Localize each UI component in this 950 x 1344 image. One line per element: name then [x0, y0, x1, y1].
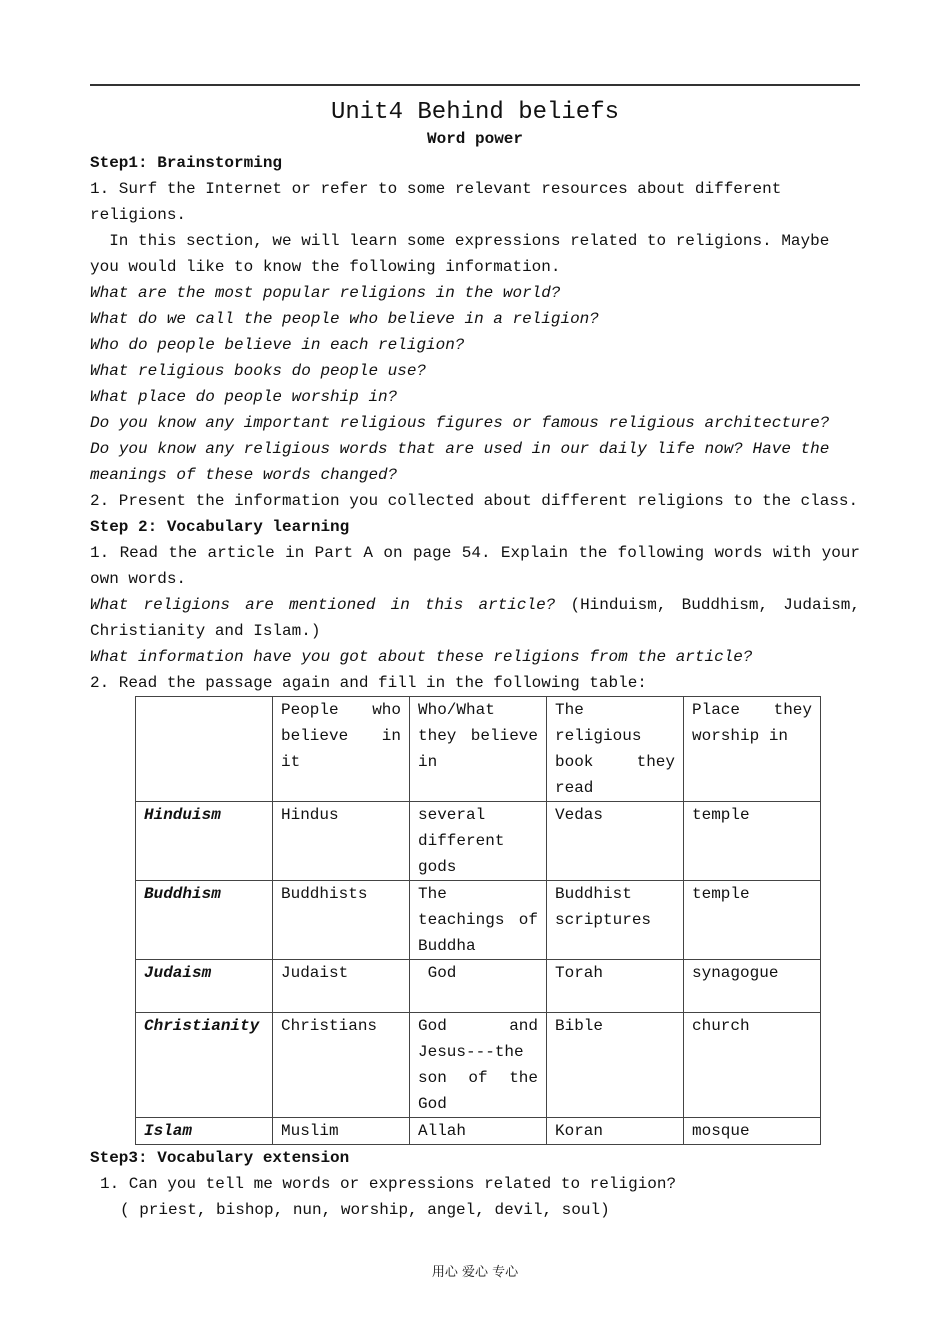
question: What place do people worship in?	[90, 388, 398, 406]
page-title: Unit4 Behind beliefs	[330, 99, 620, 126]
religion-cell: Judaism	[136, 960, 273, 1013]
table-cell: Bible	[547, 1013, 684, 1118]
question: What religious books do people use?	[90, 362, 427, 380]
step3-p1: 1. Can you tell me words or expressions related to religion?	[100, 1175, 677, 1193]
table-cell: Allah	[410, 1118, 547, 1145]
step2-q1: What religions are mentioned in this article?	[90, 596, 556, 614]
step2-q1-paragraph	[90, 592, 860, 644]
religion-table	[135, 696, 821, 1145]
table-cell: Torah	[547, 960, 684, 1013]
religion-cell: Hinduism	[136, 802, 273, 881]
table-cell: Christians	[273, 1013, 410, 1118]
table-cell: God and Jesus---the son of the God	[410, 1013, 547, 1118]
header-cell: Who/What they believe in	[410, 697, 547, 802]
step2-heading: Step 2: Vocabulary learning	[90, 518, 350, 536]
religion-cell: Christianity	[136, 1013, 273, 1118]
header-cell: Place they worship in	[684, 697, 821, 802]
religion-cell: Buddhism	[136, 881, 273, 960]
table-cell: mosque	[684, 1118, 821, 1145]
step2-a1: (Hinduism, Buddhism, Judaism, Christianity and Islam.)	[90, 596, 861, 640]
page-footer: 用心 爱心 专心	[431, 1265, 519, 1280]
table-cell: Koran	[547, 1118, 684, 1145]
table-cell: Judaist	[273, 960, 410, 1013]
table-cell: Buddhists	[273, 881, 410, 960]
table-cell: synagogue	[684, 960, 821, 1013]
table-cell: temple	[684, 881, 821, 960]
table-row	[136, 960, 821, 1013]
table-row	[136, 802, 821, 881]
header-cell	[136, 697, 273, 802]
table-cell: God	[410, 960, 547, 1013]
table-header-row	[136, 697, 821, 802]
question: What are the most popular religions in the world?	[90, 284, 561, 302]
table-cell: Hindus	[273, 802, 410, 881]
table-cell: The teachings of Buddha	[410, 881, 547, 960]
step2-p1: 1. Read the article in Part A on page 54. Explain the following words with your own words.	[90, 544, 860, 588]
table-cell: Buddhist scriptures	[547, 881, 684, 960]
step3-p2: ( priest, bishop, nun, worship, angel, devil, soul)	[120, 1201, 610, 1219]
question: Do you know any important religious figures or famous religious architecture?	[90, 414, 830, 432]
step1-heading: Step1: Brainstorming	[90, 154, 283, 172]
header-rule	[90, 84, 860, 86]
step1-p3: 2. Present the information you collected about different religions to the class.	[90, 492, 859, 510]
table-cell: Muslim	[273, 1118, 410, 1145]
step1-p1: 1. Surf the Internet or refer to some relevant resources about different religions.	[90, 180, 782, 224]
table-cell: Vedas	[547, 802, 684, 881]
table-cell: several different gods	[410, 802, 547, 881]
table-row	[136, 881, 821, 960]
page-subtitle: Word power	[426, 130, 523, 148]
table-row	[136, 1013, 821, 1118]
header-cell: The religious book they read	[547, 697, 684, 802]
table-row	[136, 1118, 821, 1145]
question: Who do people believe in each religion?	[90, 336, 465, 354]
step3-heading: Step3: Vocabulary extension	[90, 1149, 350, 1167]
header-cell: People who believe in it	[273, 697, 410, 802]
religion-cell: Islam	[136, 1118, 273, 1145]
table-cell: temple	[684, 802, 821, 881]
question: What do we call the people who believe in a religion?	[90, 310, 599, 328]
step2-p2: 2. Read the passage again and fill in the following table:	[90, 674, 647, 692]
document-body	[90, 98, 860, 1223]
step2-q2: What information have you got about these religions from the article?	[90, 648, 753, 666]
table-cell: church	[684, 1013, 821, 1118]
question: Do you know any religious words that are used in our daily life now? Have the meanings of these words changed?	[90, 440, 830, 484]
step1-p2: In this section, we will learn some expressions related to religions. Maybe you would like to know the following information.	[90, 232, 839, 276]
